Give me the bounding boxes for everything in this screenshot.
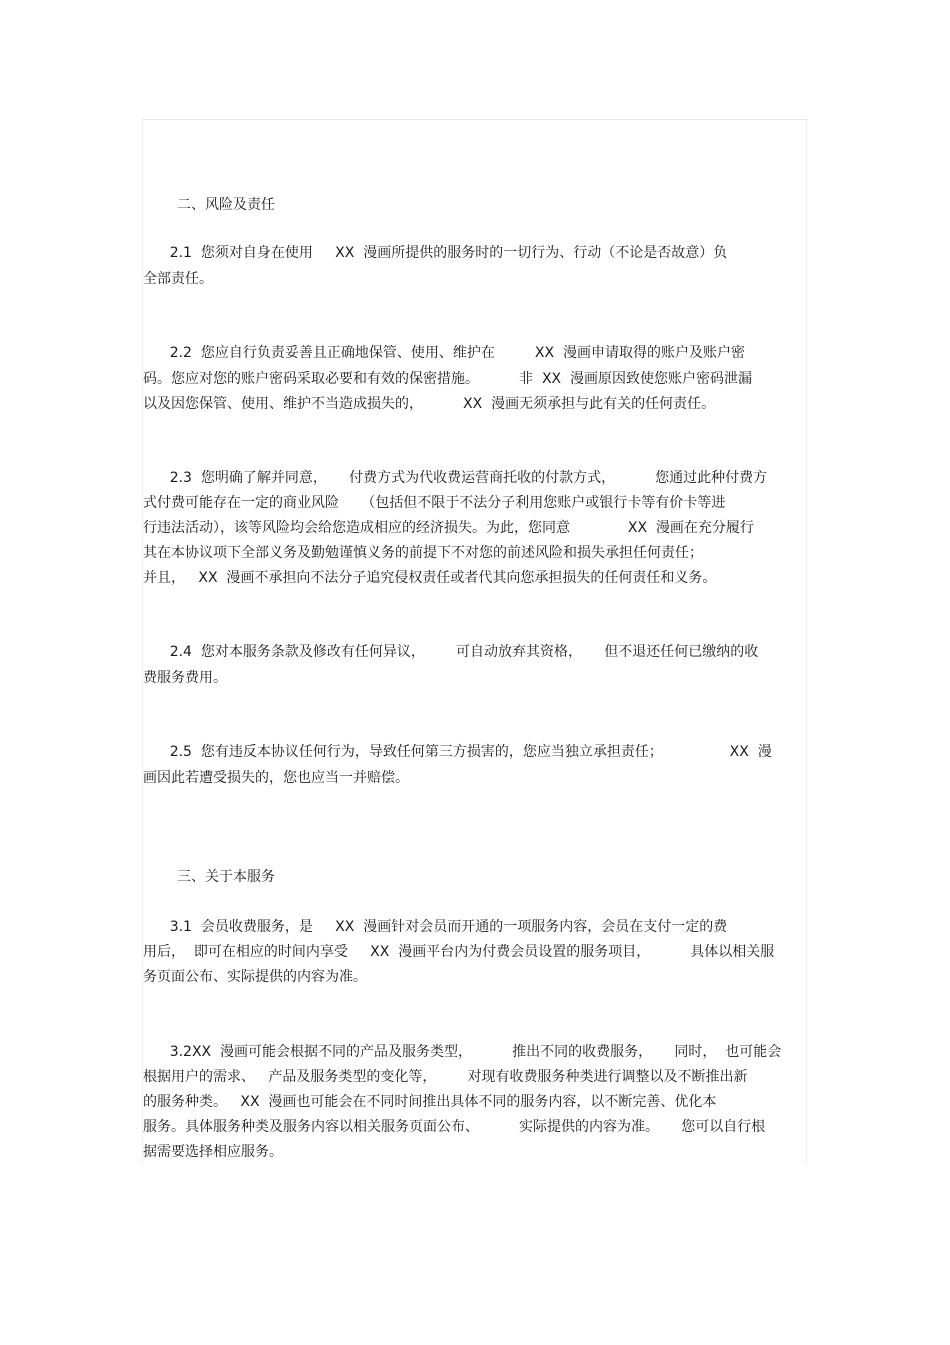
paragraph-3-2-line-1: 3.2XX 漫画可能会根据不同的产品及服务类型， 推出不同的收费服务， 同时， 也可能会 (143, 1044, 782, 1060)
paragraph-3-1-line-2: 用后， 即可在相应的时间内享受 XX 漫画平台内为付费会员设置的服务项目， 具体以相关服 (143, 944, 775, 960)
paragraph-3-2-line-3: 的服务种类。 XX 漫画也可能会在不同时间推出具体不同的服务内容，以不断完善、优化本 (143, 1094, 717, 1110)
paragraph-2-2-line-1: 2.2 您应自行负责妥善且正确地保管、使用、维护在 XX 漫画申请取得的账户及账户密 (143, 345, 745, 361)
paragraph-3-2-line-4: 服务。具体服务种类及服务内容以相关服务页面公布、 实际提供的内容为准。 您可以自行根 (143, 1119, 766, 1135)
page-frame (142, 119, 807, 1164)
paragraph-3-2-line-5: 据需要选择相应服务。 (143, 1144, 283, 1160)
paragraph-3-1-line-3: 务页面公布、实际提供的内容为准。 (143, 969, 367, 985)
section-heading-risk: 二、风险及责任 (177, 197, 275, 213)
paragraph-2-4-line-2: 费服务费用。 (143, 670, 227, 686)
paragraph-2-5-line-1: 2.5 您有违反本协议任何行为，导致任何第三方损害的，您应当独立承担责任； XX 漫 (143, 744, 772, 760)
paragraph-2-3-line-5: 并且， XX 漫画不承担向不法分子追究侵权责任或者代其向您承担损失的任何责任和义务。 (143, 570, 717, 586)
paragraph-2-2-line-3: 以及因您保管、使用、维护不当造成损失的， XX 漫画无须承担与此有关的任何责任。 (143, 396, 716, 412)
paragraph-2-3-line-1: 2.3 您明确了解并同意， 付费方式为代收费运营商托收的付款方式， 您通过此种付费方 (143, 470, 768, 486)
paragraph-2-1-line-1: 2.1 您须对自身在使用 XX 漫画所提供的服务时的一切行为、行动（不论是否故意）负 (143, 245, 728, 261)
paragraph-2-3-line-2: 式付费可能存在一定的商业风险 （包括但不限于不法分子利用您账户或银行卡等有价卡等进 (143, 495, 726, 511)
paragraph-2-1-line-2: 全部责任。 (143, 271, 213, 287)
paragraph-2-3-line-3: 行违法活动），该等风险均会给您造成相应的经济损失。为此，您同意 XX 漫画在充分履行 (143, 520, 754, 536)
paragraph-3-2-line-2: 根据用户的需求、 产品及服务类型的变化等， 对现有收费服务种类进行调整以及不断推出新 (143, 1069, 748, 1085)
section-heading-service: 三、关于本服务 (177, 869, 275, 885)
paragraph-3-1-line-1: 3.1 会员收费服务，是 XX 漫画针对会员而开通的一项服务内容，会员在支付一定的费 (143, 919, 728, 935)
paragraph-2-2-line-2: 码。您应对您的账户密码采取必要和有效的保密措施。 非 XX 漫画原因致使您账户密码泄漏 (143, 371, 753, 387)
paragraph-2-5-line-2: 画因此若遭受损失的，您也应当一并赔偿。 (143, 770, 409, 786)
paragraph-2-4-line-1: 2.4 您对本服务条款及修改有任何异议， 可自动放弃其资格， 但不退还任何已缴纳的收 (143, 644, 759, 660)
paragraph-2-3-line-4: 其在本协议项下全部义务及勤勉谨慎义务的前提下不对您的前述风险和损失承担任何责任； (143, 545, 703, 561)
